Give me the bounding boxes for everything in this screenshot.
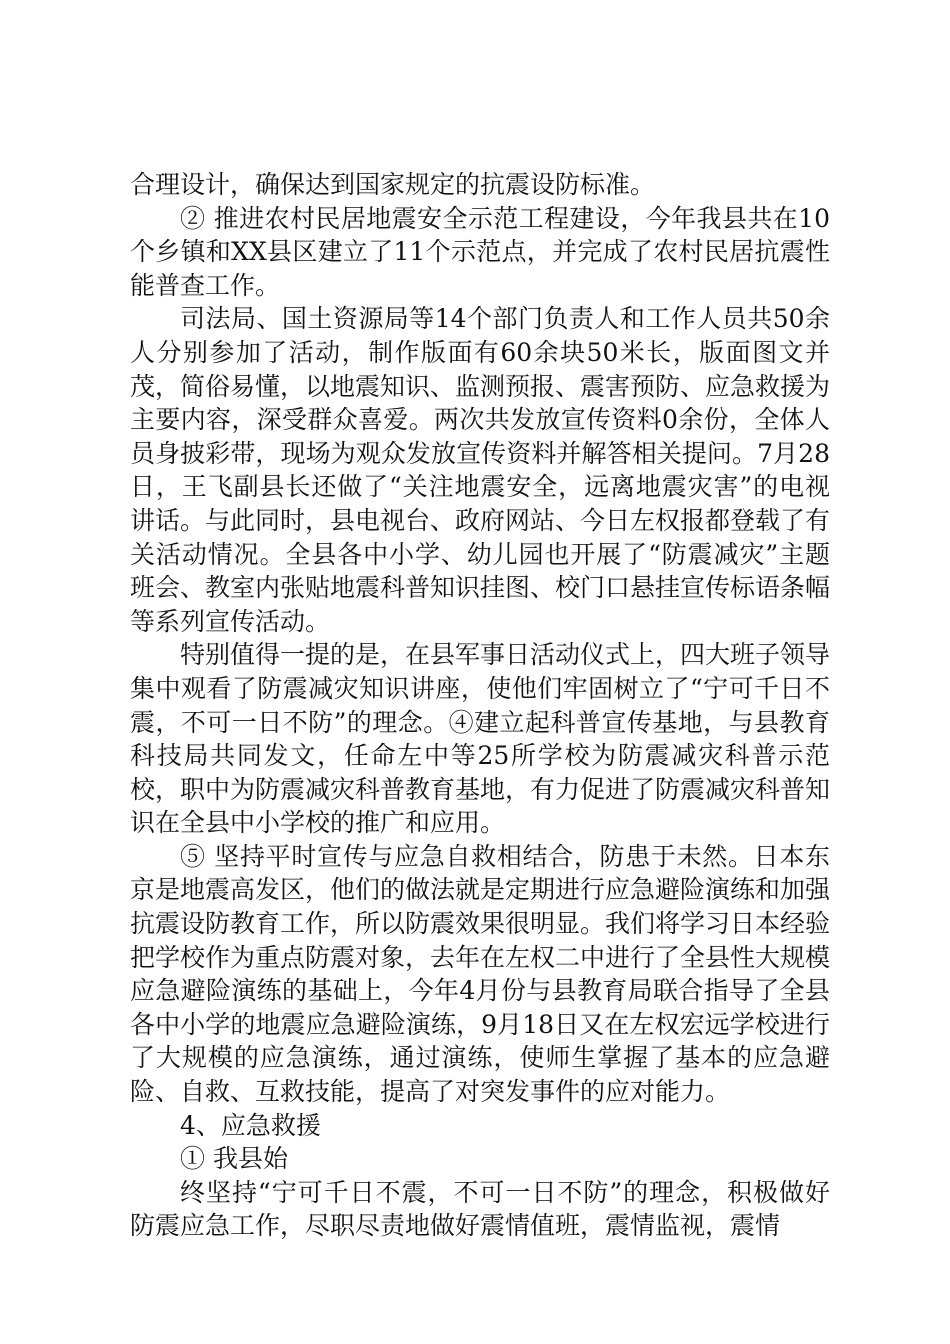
paragraph-8: 终坚持“宁可千日不震，不可一日不防”的理念，积极做好防震应急工作，尽职尽责地做好震情值班，震情监视，震情: [130, 1177, 830, 1241]
section-heading-emergency-rescue: 4、应急救援: [180, 1110, 321, 1140]
paragraph-3: 司法局、国土资源局等14个部门负责人和工作人员共50余人分别参加了活动，制作版面有60余块50米长，版面图文并茂，简俗易懂，以地震知识、监测预报、震害预防、应急救援为主要内容，深受群众喜爱。两次共发放宣传资料0余份，全体人员身披彩带，现场为观众发放宣传资料并解答相关提问。7月28日，王飞副县长还做了“关注地震安全，远离地震灾害”的电视讲话。与此同时，县电视台、政府网站、今日左权报都登载了有关活动情况。全县各中小学、幼儿园也开展了“防震减灾”主题班会、教室内张贴地震科普知识挂图、校门口悬挂宣传标语条幅等系列宣传活动。: [130, 304, 831, 636]
paragraph-5: ⑤ 坚持平时宣传与应急自救相结合，防患于未然。日本东京是地震高发区，他们的做法就是定期进行应急避险演练和加强抗震设防教育工作，所以防震效果很明显。我们将学习日本经验把学校作为重点防震对象，去年在左权二中进行了全县性大规模应急避险演练的基础上，今年4月份与县教育局联合指导了全县各中小学的地震应急避险演练，9月18日又在左权宏远学校进行了大规模的应急演练，通过演练，使师生掌握了基本的应急避险、自救、互救技能，提高了对突发事件的应对能力。: [130, 841, 831, 1107]
document-page: [130, 168, 830, 1243]
paragraph-2: ② 推进农村民居地震安全示范工程建设，今年我县共在10个乡镇和XX县区建立了11个示范点，并完成了农村民居抗震性能普查工作。: [130, 203, 830, 300]
paragraph-4: 特别值得一提的是，在县军事日活动仪式上，四大班子领导集中观看了防震减灾知识讲座，使他们牢固树立了“宁可千日不震，不可一日不防”的理念。④建立起科普宣传基地，与县教育科技局共同发文，任命左中等25所学校为防震减灾科普示范校，职中为防震减灾科普教育基地，有力促进了防震减灾科普知识在全县中小学校的推广和应用。: [130, 640, 831, 838]
paragraph-1: 合理设计，确保达到国家规定的抗震设防标准。: [130, 170, 656, 199]
paragraph-7: ① 我县始: [180, 1144, 288, 1174]
